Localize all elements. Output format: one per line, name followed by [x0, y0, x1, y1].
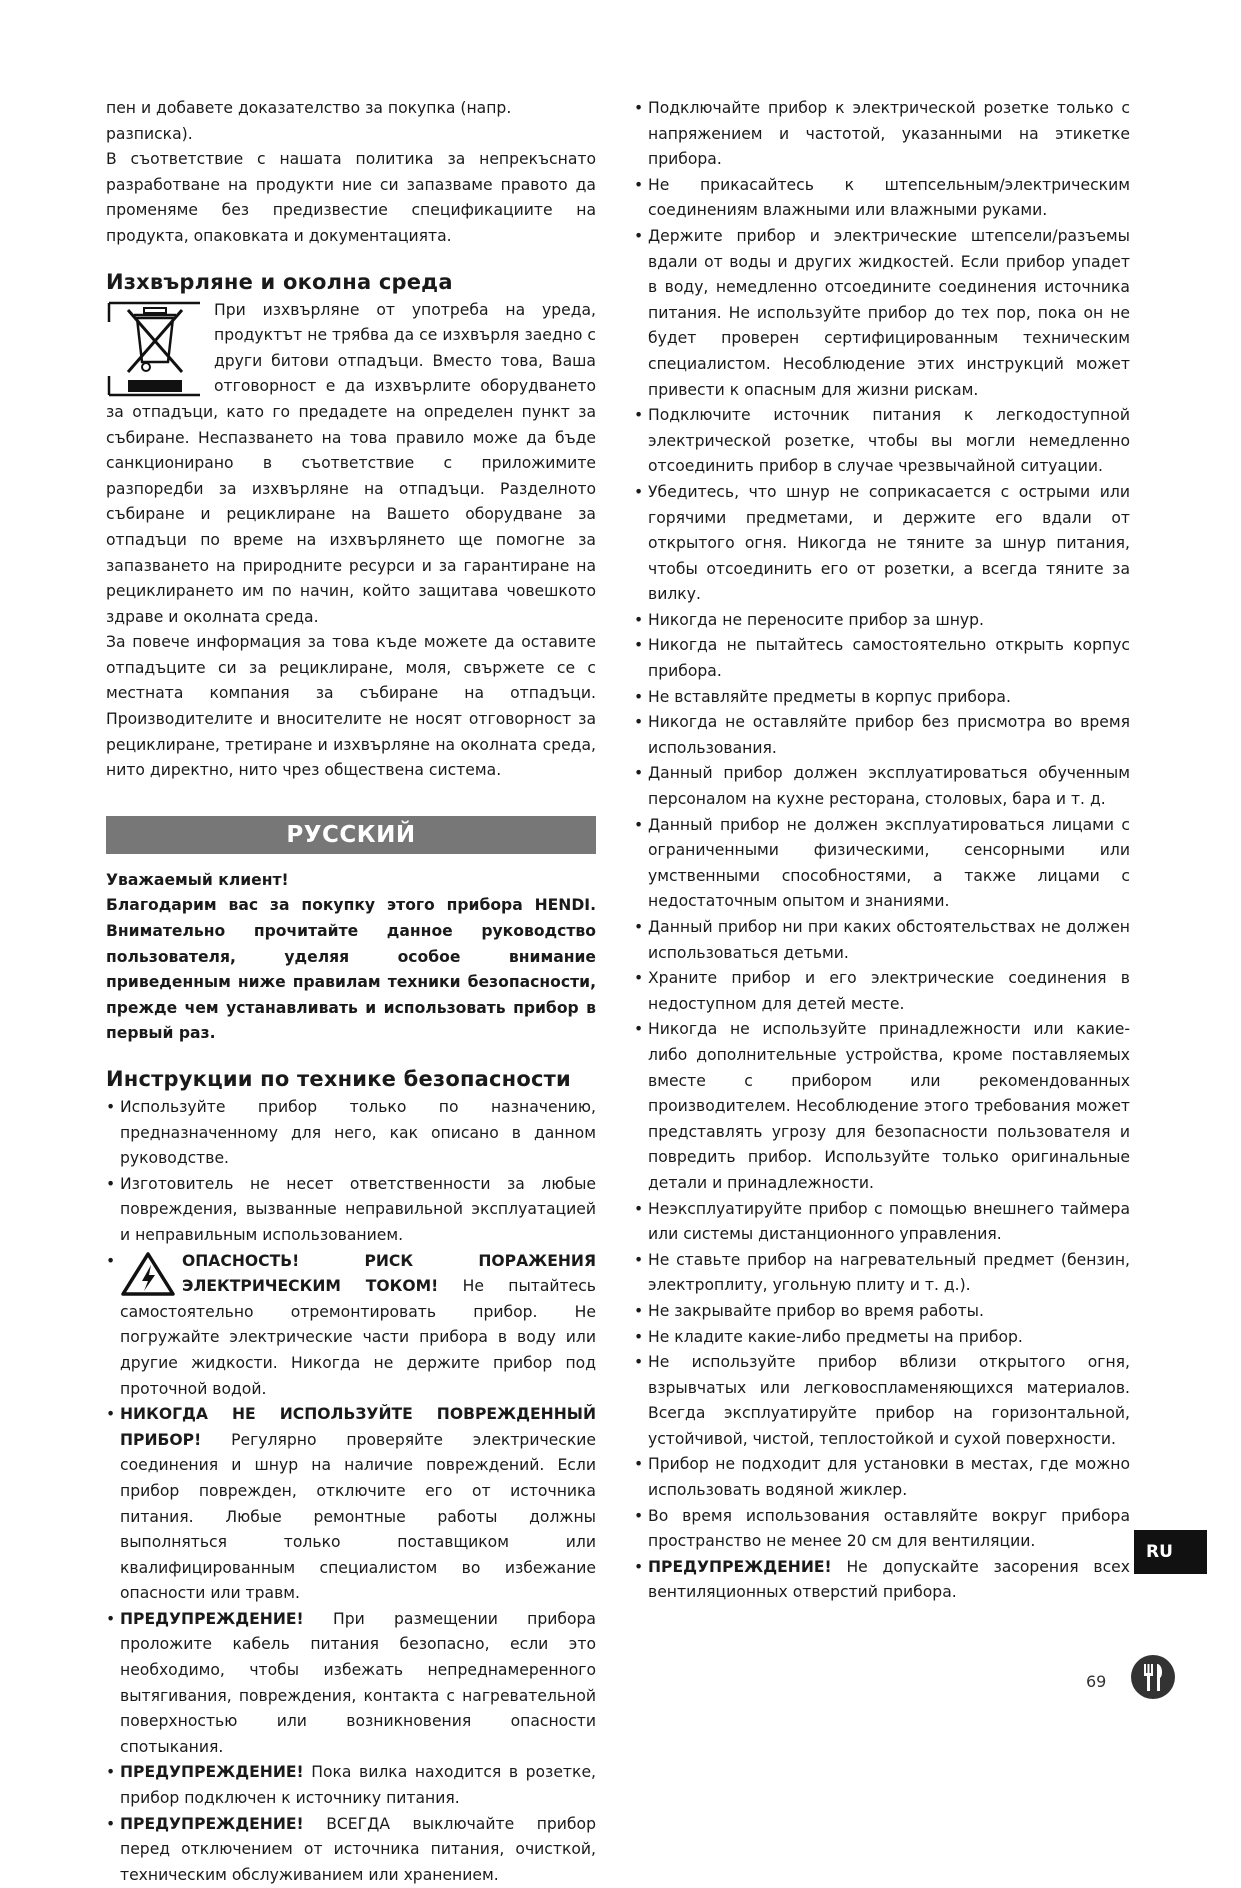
list-item-text: Никогда не оставляйте прибор без присмотра во время использования.: [648, 713, 1130, 757]
list-item-bold: ПРЕДУПРЕЖДЕНИЕ!: [648, 1557, 832, 1576]
list-item-bold: ПРЕДУПРЕЖДЕНИЕ!: [120, 1763, 304, 1782]
list-item-text: Во время использования оставляйте вокруг прибора пространство не менее 20 см для вентиляции.: [648, 1506, 1130, 1551]
list-item-text: Убедитесь, что шнур не соприкасается с острыми или горячими предметами, и держите его вдали от открытого огня. Никогда не тяните за шнур питания, чтобы отсоединить его от розетки, а всегда тяните за вилку.: [648, 482, 1130, 604]
page-number: 69: [1086, 1672, 1107, 1691]
list-item: [634, 1504, 1130, 1555]
list-item-text: Не вставляйте предметы в корпус прибора.: [648, 687, 1011, 706]
list-item-text: Данный прибор должен эксплуатироваться обученным персоналом на кухне ресторана, столовых, бара и т. д.: [648, 764, 1130, 809]
list-item: [634, 173, 1130, 224]
list-item-text: Подключайте прибор к электрической розетке только с напряжением и частотой, указанными на этикетке прибора.: [648, 99, 1130, 169]
list-item: [634, 710, 1130, 761]
list-item: [106, 1402, 596, 1607]
list-item: [634, 813, 1130, 915]
list-item: [634, 966, 1130, 1017]
thanks-paragraph: Благодарим вас за покупку этого прибора HENDI. Внимательно прочитайте данное руководство пользователя, уделяя особое внимание приведенным ниже правилам техники безопасности, прежде чем устанавливать и использовать прибор в первый раз.: [106, 896, 596, 1043]
list-item: [634, 403, 1130, 480]
cutlery-logo-icon: [1130, 1654, 1176, 1700]
list-item-text: Изготовитель не несет ответственности за любые повреждения, вызванные неправильной эксплуатацией и неправильным использованием.: [120, 1174, 596, 1244]
left-column: [106, 96, 596, 1888]
list-item: [634, 608, 1130, 634]
electric-hazard-icon: [120, 1251, 176, 1297]
disposal-heading: Изхвърляне и околна среда: [106, 269, 453, 294]
list-item-text: Пока вилка находится в розетке, прибор подключен к источнику питания.: [120, 1763, 596, 1808]
list-item: [634, 915, 1130, 966]
list-item: [106, 1760, 596, 1811]
list-item: [634, 633, 1130, 684]
list-item-text: Неэксплуатируйте прибор с помощью внешнего таймера или системы дистанционного управления.: [648, 1199, 1130, 1244]
list-item: [634, 1350, 1130, 1452]
list-item-text: Прибор не подходит для установки в местах, где можно использовать водяной жиклер.: [648, 1455, 1130, 1500]
list-item-text: При размещении прибора проложите кабель питания безопасно, если это необходимо, чтобы избежать непреднамеренного вытягивания, повреждения, контакта с нагревательной поверхностью или возникновения опасности спотыкания.: [120, 1609, 596, 1756]
list-item-bold: ПРЕДУПРЕЖДЕНИЕ!: [120, 1609, 304, 1628]
safety-list-left: [106, 1095, 596, 1888]
disposal-section: [106, 298, 596, 784]
list-item: [634, 96, 1130, 173]
list-item-text: Держите прибор и электрические штепсели/разъемы вдали от воды и других жидкостей. Если прибор упадет в воду, немедленно отсоедините соединения источника питания. Не используйте прибор до тех пор, пока он не будет проверен сертифицированным техническим специалистом. Несоблюдение этих инструкций может привести к опасным для жизни рискам.: [648, 226, 1130, 399]
list-item: [634, 224, 1130, 403]
list-item-text: Не закрывайте прибор во время работы.: [648, 1301, 984, 1320]
intro-paragraph-2: В съответствие с нашата политика за непрекъснато разработване на продукти ние си запазваме правото да променяме без предизвестие спецификациите на продукта, опаковката и документацията.: [106, 150, 596, 245]
greeting: Уважаемый клиент!: [106, 870, 289, 889]
list-item: [106, 1249, 596, 1403]
list-item-text: Данный прибор ни при каких обстоятельствах не должен использоваться детьми.: [648, 918, 1130, 962]
list-item-text: Используйте прибор только по назначению, предназначенному для него, как описано в данном руководстве.: [120, 1098, 596, 1168]
list-item-text: Не используйте прибор вблизи открытого огня, взрывчатых или легковоспламеняющихся материалов. Всегда эксплуатируйте прибор на горизонтальной, устойчивой, чистой, теплостойкой и сухой поверхности.: [648, 1353, 1130, 1448]
list-item: [634, 685, 1130, 711]
list-item-text: Не пытайтесь самостоятельно отремонтировать прибор. Не погружайте электрические части прибора в воду или другие жидкости. Никогда не держите прибор под проточной водой.: [120, 1277, 596, 1398]
list-item-text: ВСЕГДА выключайте прибор перед отключением от источника питания, очисткой, техническим обслуживанием или хранением.: [120, 1814, 596, 1884]
disposal-paragraph-1: При изхвърляне от употреба на уреда, продуктът не трябва да се изхвърля заедно с други битови отпадъци. Вместо това, Ваша отговорност е да изхвърлите оборудването за отпадъци, като го предадете на определен пункт за събиране. Неспазването на това правило може да бъде санкционирано в съответствие с приложимите разпоредби за изхвърляне на отпадъци. Разделното събиране и рециклиране на Вашето оборудване за отпадъци по време на изхвърлянето ще помогне за запазването на природните ресурси и за гарантиране на рециклирането им по начин, който защитава човешкото здраве и околната среда.: [106, 300, 596, 626]
intro-paragraph-1: пен и добавете доказателство за покупка (напр. разписка).: [106, 99, 512, 143]
list-item-text: Не прикасайтесь к штепсельным/электрическим соединениям влажными или влажными руками.: [648, 175, 1130, 220]
safety-heading: Инструкции по технике безопасности: [106, 1067, 571, 1091]
list-item-text: Данный прибор не должен эксплуатироваться лицами с ограниченными физическими, сенсорными или умственными способностями, а также лицами с недостаточным опытом и знаниями.: [648, 815, 1130, 911]
right-column: [634, 96, 1130, 1606]
list-item-bold: ОПАСНОСТЬ! РИСК ПОРАЖЕНИЯ ЭЛЕКТРИЧЕСКИМ ТОКОМ!: [182, 1251, 596, 1296]
list-item-text: Никогда не переносите прибор за шнур.: [648, 610, 985, 629]
list-item: [634, 1299, 1130, 1325]
language-section-band: РУССКИЙ: [106, 816, 596, 854]
weee-bin-icon: [106, 300, 204, 398]
list-item-text: Храните прибор и его электрические соединения в недоступном для детей месте.: [648, 969, 1130, 1013]
list-item: [634, 1197, 1130, 1248]
safety-list-right: [634, 96, 1130, 1606]
list-item: [106, 1095, 596, 1172]
list-item: [634, 1555, 1130, 1606]
list-item-text: Не ставьте прибор на нагревательный предмет (бензин, электроплиту, угольную плиту и т. д.).: [648, 1250, 1130, 1295]
list-item: [106, 1812, 596, 1888]
list-item: [634, 1248, 1130, 1299]
list-item-text: Не кладите какие-либо предметы на прибор.: [648, 1327, 1023, 1346]
disposal-paragraph-2: За повече информация за това къде можете да оставите отпадъците си за рециклиране, моля, свържете се с местната компания за събиране на отпадъци. Производителите и вносителите не носят отговорност за рециклиране, третиране и изхвърляне на околната среда, нито директно, нито чрез обществена система.: [106, 633, 596, 780]
list-item: [106, 1607, 596, 1761]
list-item-text: Никогда не пытайтесь самостоятельно открыть корпус прибора.: [648, 636, 1130, 681]
language-tab: RU: [1134, 1530, 1207, 1574]
list-item: [634, 1452, 1130, 1503]
list-item-text: Регулярно проверяйте электрические соединения и шнур на наличие повреждений. Если прибор поврежден, отключите его от источника питания. Любые ремонтные работы должны выполняться только поставщиком или квалифицированным специалистом во избежание опасности или травм.: [120, 1430, 596, 1603]
list-item-bold: ПРЕДУПРЕЖДЕНИЕ!: [120, 1814, 304, 1833]
list-item-bold: НИКОГДА НЕ ИСПОЛЬЗУЙТЕ ПОВРЕЖДЕННЫЙ ПРИБОР!: [120, 1405, 596, 1449]
list-item: [634, 480, 1130, 608]
list-item: [634, 1325, 1130, 1351]
list-item: [106, 1172, 596, 1249]
list-item-text: Никогда не используйте принадлежности или какие-либо дополнительные устройства, кроме поставляемых вместе с прибором или рекомендованных производителем. Несоблюдение этого требования может представлять угрозу для безопасности пользователя и повредить прибор. Используйте только оригинальные детали и принадлежности.: [648, 1020, 1130, 1192]
list-item-text: Подключите источник питания к легкодоступной электрической розетке, чтобы вы могли немедленно отсоединить прибор в случае чрезвычайной ситуации.: [648, 406, 1130, 476]
list-item: [634, 1017, 1130, 1196]
list-item: [634, 761, 1130, 812]
list-item-text: Не допускайте засорения всех вентиляционных отверстий прибора.: [648, 1557, 1130, 1602]
